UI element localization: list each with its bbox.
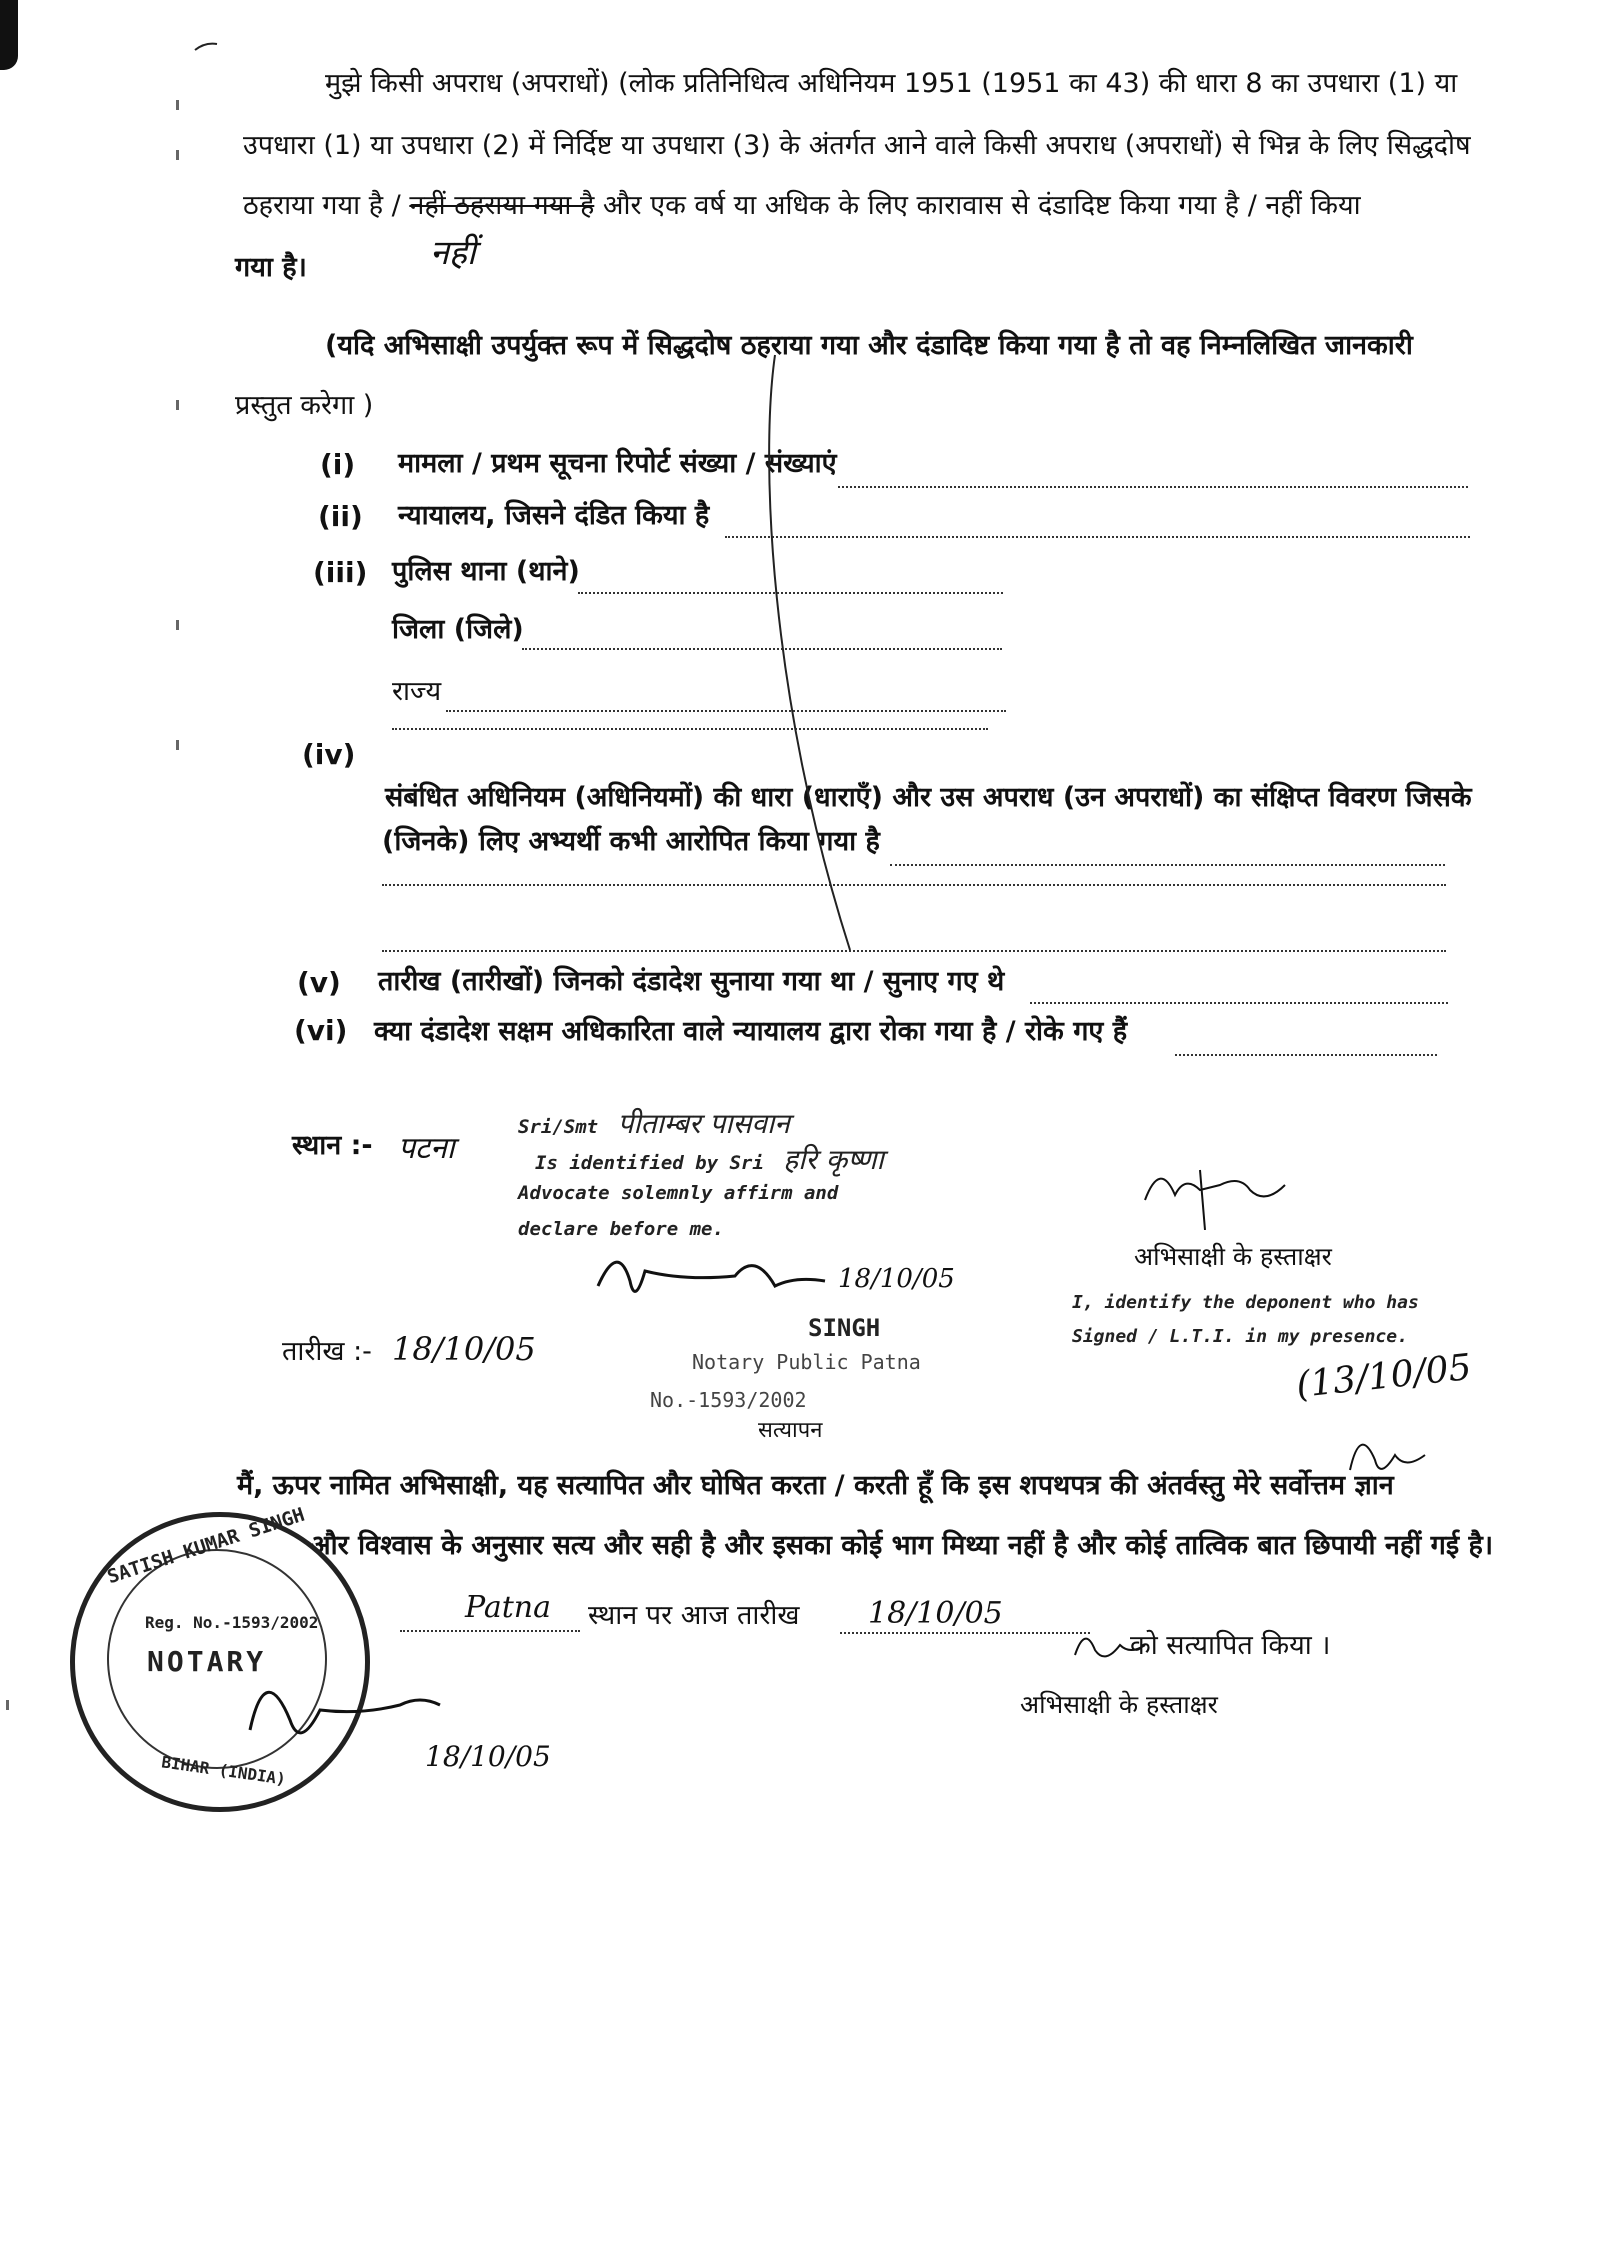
handwritten-note: नहीं <box>430 233 476 273</box>
notary-name: SINGH <box>808 1314 881 1342</box>
identify-line-1: I, identify the deponent who has <box>1072 1292 1419 1313</box>
stamp-line-3: Advocate solemnly affirm and <box>518 1182 839 1204</box>
seal-date: 18/10/05 <box>425 1740 551 1773</box>
stamp-line-1 <box>518 1104 790 1142</box>
verification-line-3-end: को सत्यापित किया । <box>1130 1630 1331 1661</box>
item-v-number: (v) <box>297 966 341 999</box>
intro-line-3-struck: नहीं ठहराया गया है <box>409 190 595 221</box>
verification-sig-label: अभिसाक्षी के हस्ताक्षर <box>1020 1690 1218 1719</box>
date-value: 18/10/05 <box>392 1330 536 1368</box>
place-value: पटना <box>398 1131 455 1166</box>
instruction-line-1: (यदि अभिसाक्षी उपर्युक्त रूप में सिद्धदोष ठहराया गया और दंडादिष्ट किया गया है तो वह निम्नलिखित जानकारी <box>325 330 1413 361</box>
item-vi-label: क्या दंडादेश सक्षम अधिकारिता वाले न्यायालय द्वारा रोका गया है / रोके गए हैं <box>374 1016 1128 1047</box>
intro-line-3a: ठहराया गया है / <box>243 190 410 221</box>
seal-top-text: SATISH KUMAR SINGH <box>104 1503 308 1589</box>
item-iii-district-label: जिला (जिले) <box>392 614 524 645</box>
item-iv-line-2: (जिनके) लिए अभ्यर्थी कभी आरोपित किया गया है <box>382 826 880 857</box>
verification-deponent-signature <box>1070 1625 1150 1665</box>
notary-signature <box>590 1246 850 1316</box>
stamp-line-4: declare before me. <box>518 1218 724 1240</box>
intro-line-4: गया है। <box>235 252 307 283</box>
item-i-number: (i) <box>320 448 356 481</box>
verification-place-field[interactable] <box>400 1630 580 1632</box>
item-v-label: तारीख (तारीखों) जिनको दंडादेश सुनाया गया था / सुनाए गए थे <box>378 966 1005 997</box>
item-ii-number: (ii) <box>318 500 363 533</box>
seal-reg: Reg. No.-1593/2002 <box>145 1613 319 1632</box>
verification-line-2: और विश्वास के अनुसार सत्य और सही है और इसका कोई भाग मिथ्या नहीं है और कोई तात्विक बात छिपायी नहीं गई है। <box>310 1530 1494 1561</box>
place-label: स्थान :- <box>292 1130 373 1161</box>
deponent-name: पीताम्बर पासवान <box>617 1107 790 1140</box>
verification-place: Patna <box>465 1590 551 1625</box>
seal-bottom-text: BIHAR (INDIA) <box>160 1752 287 1789</box>
deponent-signature <box>1140 1150 1300 1230</box>
intro-line-2: उपधारा (1) या उपधारा (2) में निर्दिष्ट या उपधारा (3) के अंतर्गत आने वाले किसी अपराध (अपराधों) से भिन्न के लिए सिद्धदोष <box>243 130 1471 161</box>
stamp-line-2-prefix: Is identified by Sri <box>535 1152 764 1174</box>
stamp-line-1-prefix: Sri/Smt <box>518 1116 599 1138</box>
identify-date: (13/10/05 <box>1294 1346 1474 1407</box>
verification-date: 18/10/05 <box>868 1596 1003 1631</box>
notary-sig-date: 18/10/05 <box>838 1264 955 1294</box>
verification-line-1: मैं, ऊपर नामित अभिसाक्षी, यह सत्यापित और घोषित करता / करती हूँ कि इस शपथपत्र की अंतर्वस्तु मेरे सर्वोत्तम ज्ञान <box>237 1470 1394 1501</box>
deponent-sig-label: अभिसाक्षी के हस्ताक्षर <box>1134 1242 1332 1271</box>
item-iv-number: (iv) <box>302 738 356 771</box>
item-vi-number: (vi) <box>294 1014 348 1047</box>
verification-title: सत्यापन <box>758 1418 823 1443</box>
item-iv-line-1: संबंधित अधिनियम (अधिनियमों) की धारा (धाराएँ) और उस अपराध (उन अपराधों) का संक्षिप्त विवरण जिसके <box>385 782 1472 813</box>
verification-date-field[interactable] <box>840 1632 1090 1634</box>
item-iii-state-label: राज्य <box>392 676 442 707</box>
item-iii-label: पुलिस थाना (थाने) <box>392 556 580 587</box>
item-iii-number: (iii) <box>313 556 368 589</box>
notary-place: Notary Public Patna <box>692 1350 921 1374</box>
date-label: तारीख :- <box>282 1336 372 1367</box>
seal-signature <box>240 1660 460 1750</box>
instruction-line-2: प्रस्तुत करेगा ) <box>235 390 374 421</box>
item-ii-label: न्यायालय, जिसने दंडित किया है <box>398 500 710 531</box>
seal-title: NOTARY <box>147 1645 267 1678</box>
intro-line-1: मुझे किसी अपराध (अपराधों) (लोक प्रतिनिधित्व अधिनियम 1951 (1951 का 43) की धारा 8 का उपधारा (1) या <box>325 68 1458 99</box>
item-i-label: मामला / प्रथम सूचना रिपोर्ट संख्या / संख्याएं <box>398 448 837 479</box>
intro-line-3c: और एक वर्ष या अधिक के लिए कारावास से दंडादिष्ट किया गया है / नहीं किया <box>594 190 1361 221</box>
verification-line-3-mid: स्थान पर आज तारीख <box>588 1600 800 1631</box>
notary-reg-no: No.-1593/2002 <box>650 1388 807 1412</box>
stamp-line-2 <box>535 1140 884 1178</box>
identifier-name: हरि कृष्णा <box>783 1143 884 1176</box>
identify-line-2: Signed / L.T.I. in my presence. <box>1072 1326 1408 1347</box>
